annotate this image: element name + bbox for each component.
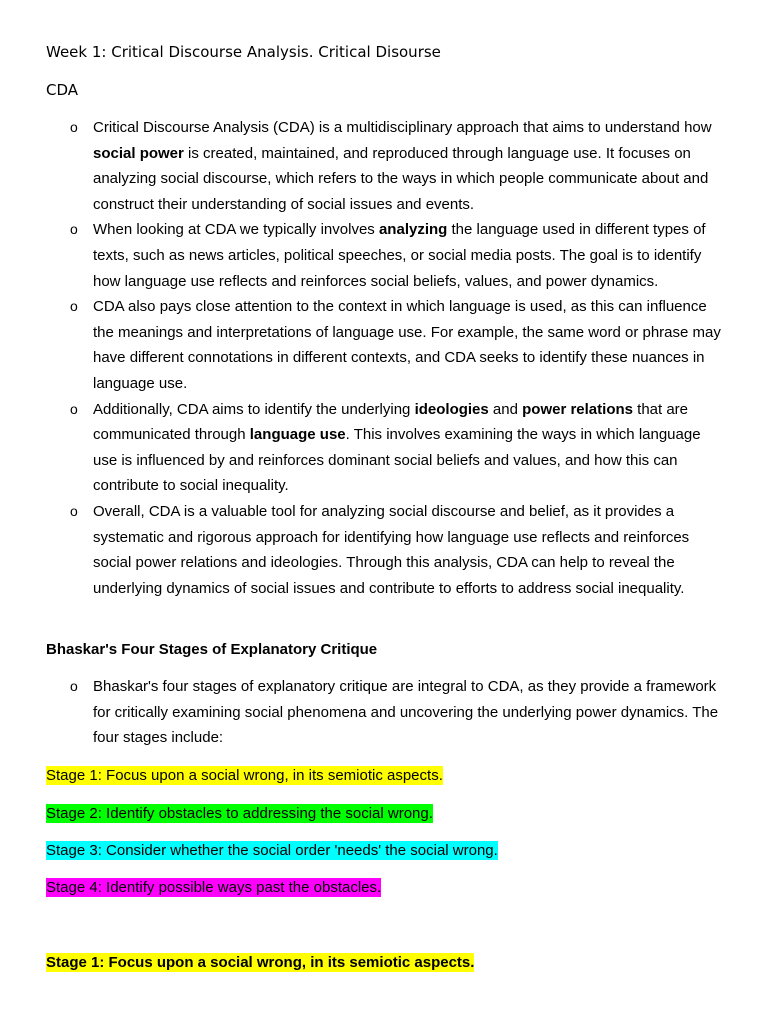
bold-term: language use — [249, 426, 346, 444]
text-run: is created, maintained, and reproduced through language use. It focuses on analyzing social discourse, which refers to the ways in which people communicate about and construct their understanding of social issues and events. — [93, 144, 709, 213]
bullet-item — [0, 115, 723, 217]
bullet-marker: o — [70, 221, 78, 238]
stage-1-highlighted-line: Stage 1: Focus upon a social wrong, in its semiotic aspects. — [46, 767, 443, 784]
bullet-item — [0, 217, 723, 294]
text-run: When looking at CDA we typically involves — [93, 221, 379, 239]
bullet-marker: o — [70, 298, 78, 315]
bullet-text — [93, 401, 701, 495]
text-run: Overall, CDA is a valuable tool for analyzing social discourse and belief, as it provides a systematic and rigorous approach for identifying how language use reflects and reinforces social power relations and ideologies. Through this analysis, CDA can help to reveal the underlying dynamics of social issues and contribute to efforts to address social inequality. — [93, 502, 690, 597]
bold-term: analyzing — [378, 221, 448, 239]
bullet-item — [0, 397, 723, 499]
text-run: . This involves examining the ways in which language use is influenced by and reinforces dominant social beliefs and values, and how this can contribute to social inequality. — [93, 426, 701, 495]
section-heading: Bhaskar's Four Stages of Explanatory Critique — [46, 641, 378, 658]
bullet-text — [93, 221, 706, 289]
bullet-item — [0, 674, 723, 751]
bullet-item — [0, 499, 723, 601]
bullet-marker: o — [70, 502, 78, 519]
bhaskar-bullet-list — [0, 674, 768, 751]
bullet-marker: o — [70, 678, 78, 694]
bullet-item — [0, 294, 723, 396]
bold-term: power relations — [522, 400, 633, 418]
bullet-marker: o — [70, 400, 78, 417]
text-run: Additionally, CDA aims to identify the underlying — [93, 400, 415, 418]
bold-term: ideologies — [414, 400, 489, 418]
text-run: CDA also pays close attention to the context in which language is used, as this can influence the meanings and interpretations of language use. For example, the same word or phrase may have different connotations in different contexts, and CDA seeks to identify these nuances in language use. — [93, 298, 721, 392]
bold-term: social power — [93, 144, 184, 162]
bullet-text — [93, 678, 718, 746]
stage-1-heading: Stage 1: Focus upon a social wrong, in its semiotic aspects. — [46, 954, 475, 971]
document-title: Week 1: Critical Discourse Analysis. Critical Disourse — [46, 43, 441, 61]
text-run: Critical Discourse Analysis (CDA) is a multidisciplinary approach that aims to understand how — [93, 119, 712, 136]
bullet-text — [93, 119, 712, 213]
stage-2-highlighted-line: Stage 2: Identify obstacles to addressing the social wrong. — [46, 805, 433, 822]
text-run: and — [488, 400, 523, 418]
cda-bullet-list — [0, 115, 768, 601]
document-subtitle: CDA — [46, 81, 79, 99]
stage-3-highlighted-line: Stage 3: Consider whether the social order 'needs' the social wrong. — [46, 842, 498, 859]
stage-4-highlighted-line: Stage 4: Identify possible ways past the obstacles. — [46, 879, 382, 896]
bullet-marker: o — [70, 119, 78, 135]
bullet-text — [93, 298, 721, 392]
bullet-text — [93, 503, 689, 597]
text-run: the language used in different types of texts, such as news articles, political speeches, or social media posts. The goal is to identify how language use reflects and reinforces social beliefs, values, and power dynamics. — [93, 221, 706, 290]
text-run: that are communicated through — [93, 400, 689, 444]
text-run: Bhaskar's four stages of explanatory critique are integral to CDA, as they provide a framework for critically examining social phenomena and uncovering the underlying power dynamics. The four stages include: — [93, 678, 719, 747]
